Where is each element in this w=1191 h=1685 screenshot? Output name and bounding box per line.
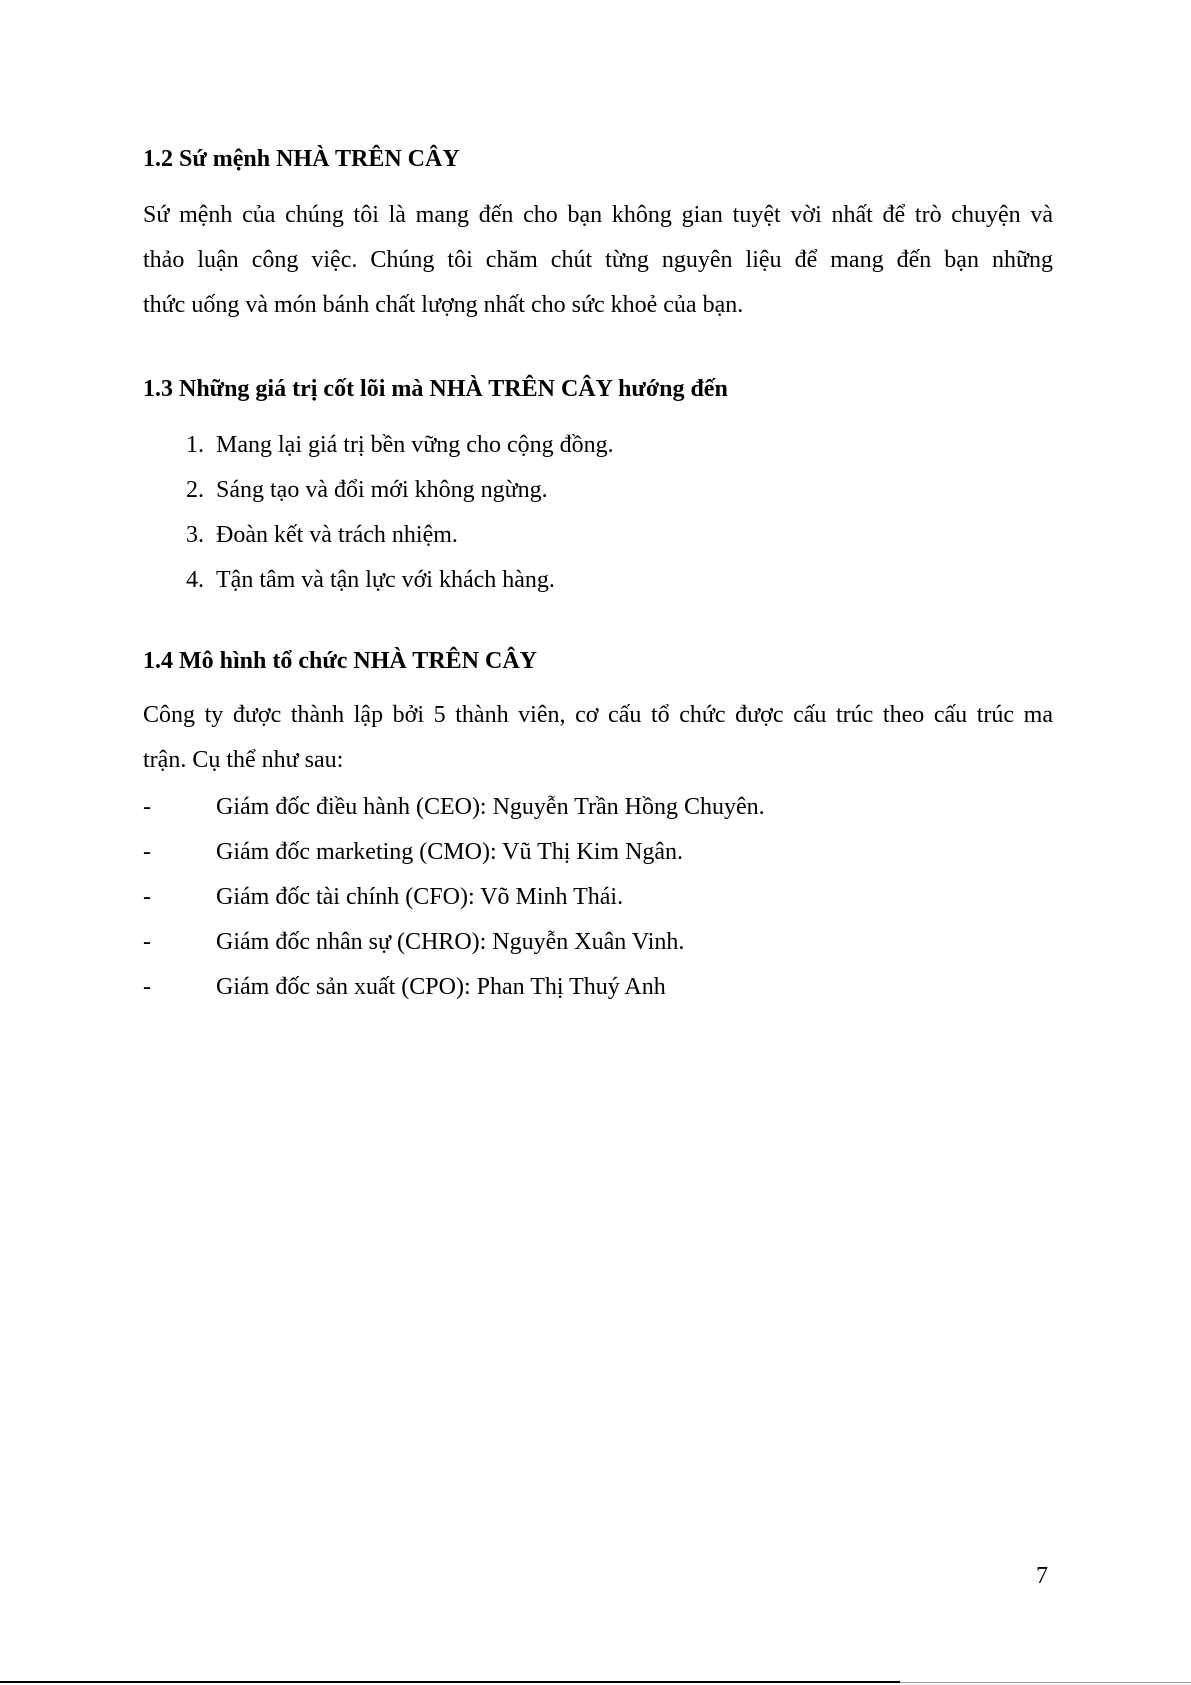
bullet-item <box>143 792 765 822</box>
paragraph-line: thức uống và món bánh chất lượng nhất cho sức khoẻ của bạn. <box>143 292 744 318</box>
bullet-item <box>143 972 666 1002</box>
list-item <box>186 475 548 505</box>
heading-organization: 1.4 Mô hình tổ chức NHÀ TRÊN CÂY <box>143 648 537 674</box>
list-number: 4. <box>186 567 204 593</box>
bullet-marker: - <box>143 794 151 820</box>
bottom-divider-faint <box>900 1682 1191 1683</box>
list-item <box>186 520 458 550</box>
list-item <box>186 430 614 460</box>
bullet-marker: - <box>143 884 151 910</box>
paragraph-mission <box>143 193 1053 328</box>
list-text: Sáng tạo và đổi mới không ngừng. <box>216 477 548 503</box>
bullet-marker: - <box>143 974 151 1000</box>
list-item <box>186 565 555 595</box>
bullet-marker: - <box>143 929 151 955</box>
paragraph-organization <box>143 693 1053 783</box>
list-text: Tận tâm và tận lực với khách hàng. <box>216 567 555 593</box>
paragraph-line: Công ty được thành lập bởi 5 thành viên, cơ cấu tổ chức được cấu trúc theo cấu trúc ma <box>143 702 1053 728</box>
bullet-text: Giám đốc marketing (CMO): Vũ Thị Kim Ngân. <box>216 839 684 865</box>
paragraph-line: thảo luận công việc. Chúng tôi chăm chút từng nguyên liệu để mang đến bạn những <box>143 247 1053 273</box>
bullet-text: Giám đốc sản xuất (CPO): Phan Thị Thuý Anh <box>216 974 666 1000</box>
list-number: 3. <box>186 522 204 548</box>
paragraph-line: Sứ mệnh của chúng tôi là mang đến cho bạn không gian tuyệt vời nhất để trò chuyện và <box>143 202 1053 228</box>
list-number: 2. <box>186 477 204 503</box>
bullet-marker: - <box>143 839 151 865</box>
bullet-text: Giám đốc tài chính (CFO): Võ Minh Thái. <box>216 884 624 910</box>
paragraph-line: trận. Cụ thể như sau: <box>143 747 344 773</box>
bullet-item <box>143 927 684 957</box>
bullet-item <box>143 837 683 867</box>
list-text: Đoàn kết và trách nhiệm. <box>216 522 458 548</box>
list-text: Mang lại giá trị bền vững cho cộng đồng. <box>216 432 614 458</box>
heading-core-values: 1.3 Những giá trị cốt lõi mà NHÀ TRÊN CÂY hướng đến <box>143 376 728 402</box>
list-number: 1. <box>186 432 204 458</box>
bullet-text: Giám đốc nhân sự (CHRO): Nguyễn Xuân Vinh. <box>216 929 685 955</box>
heading-mission: 1.2 Sứ mệnh NHÀ TRÊN CÂY <box>143 146 460 172</box>
page-number: 7 <box>1036 1563 1048 1589</box>
bottom-divider <box>0 1681 900 1683</box>
bullet-text: Giám đốc điều hành (CEO): Nguyễn Trần Hồng Chuyên. <box>216 794 765 820</box>
bullet-item <box>143 882 623 912</box>
